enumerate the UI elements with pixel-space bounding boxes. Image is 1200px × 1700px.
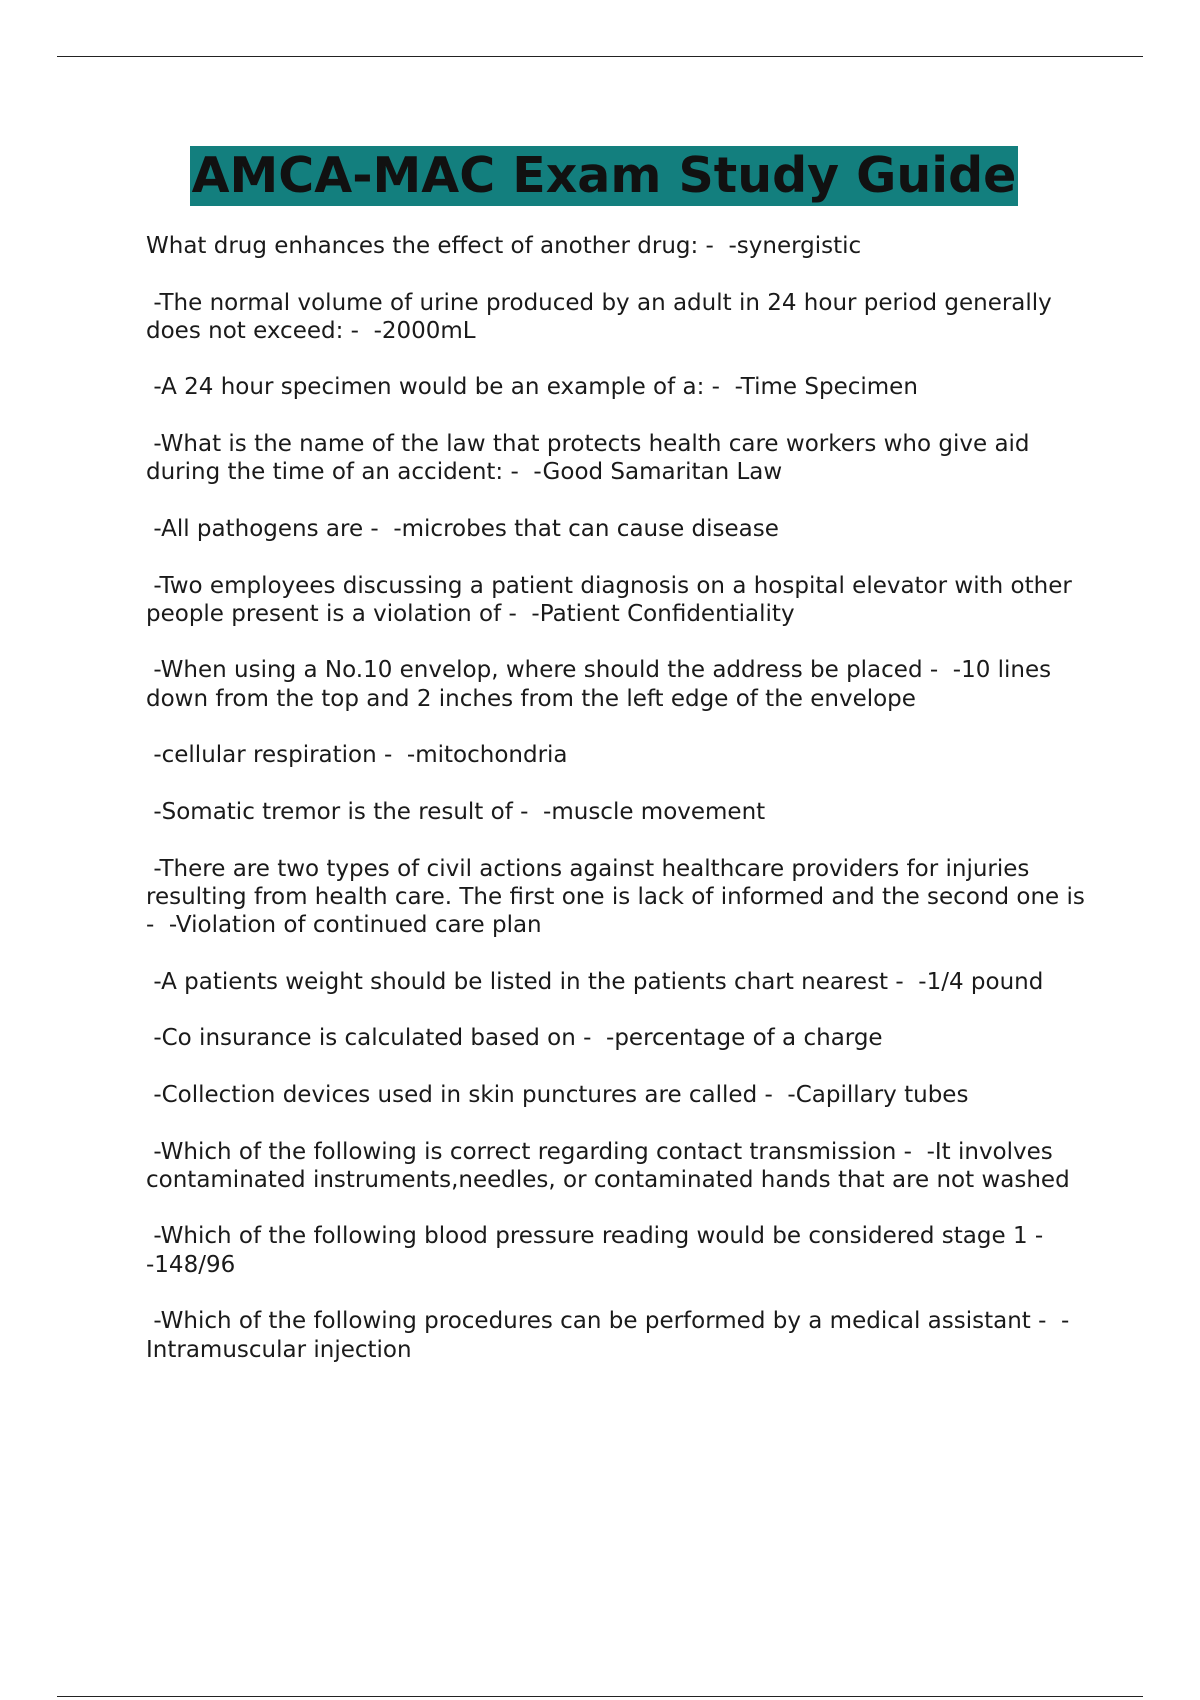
qa-item: -There are two types of civil actions against healthcare providers for injuries resulting from health care. The first one is lack of informed and the second one is - -Violation of continued care plan bbox=[146, 855, 1093, 939]
document-title: AMCA-MAC Exam Study Guide bbox=[191, 147, 1017, 204]
qa-item: -The normal volume of urine produced by an adult in 24 hour period generally does not exceed: - -2000mL bbox=[146, 289, 1060, 344]
qa-item: -cellular respiration - -mitochondria bbox=[146, 742, 568, 769]
qa-item: -When using a No.10 envelop, where should the address be placed - -10 lines down from the top and 2 inches from the left edge of the envelope bbox=[146, 657, 1059, 712]
qa-item: -Which of the following blood pressure reading would be considered stage 1 - -148/96 bbox=[146, 1223, 1058, 1278]
qa-item: -Two employees discussing a patient diagnosis on a hospital elevator with other people present is a violation of - -Patient Confidentiality bbox=[146, 572, 1080, 627]
title-container bbox=[0, 146, 1200, 206]
qa-item: -What is the name of the law that protects health care workers who give aid during the time of an accident: - -Good Samaritan Law bbox=[146, 431, 1037, 486]
qa-item: -Co insurance is calculated based on - -percentage of a charge bbox=[146, 1025, 883, 1052]
footer-rule bbox=[57, 1696, 1143, 1697]
qa-item: -Collection devices used in skin punctures are called - -Capillary tubes bbox=[146, 1081, 969, 1108]
qa-item: -Somatic tremor is the result of - -muscle movement bbox=[146, 798, 766, 825]
qa-item: -A patients weight should be listed in the patients chart nearest - -1/4 pound bbox=[146, 968, 1044, 995]
qa-item: What drug enhances the effect of another drug: - -synergistic bbox=[146, 233, 862, 259]
qa-item: -Which of the following is correct regarding contact transmission - -It involves contaminated instruments,needles, or contaminated hands that are not washed bbox=[146, 1138, 1070, 1193]
qa-item: -A 24 hour specimen would be an example of a: - -Time Specimen bbox=[146, 374, 918, 401]
qa-item: -Which of the following procedures can be performed by a medical assistant - -Intramuscular injection bbox=[146, 1308, 1070, 1363]
qa-item: -All pathogens are - -microbes that can cause disease bbox=[146, 515, 779, 542]
header-rule bbox=[57, 56, 1143, 57]
qa-list bbox=[146, 232, 1093, 1392]
